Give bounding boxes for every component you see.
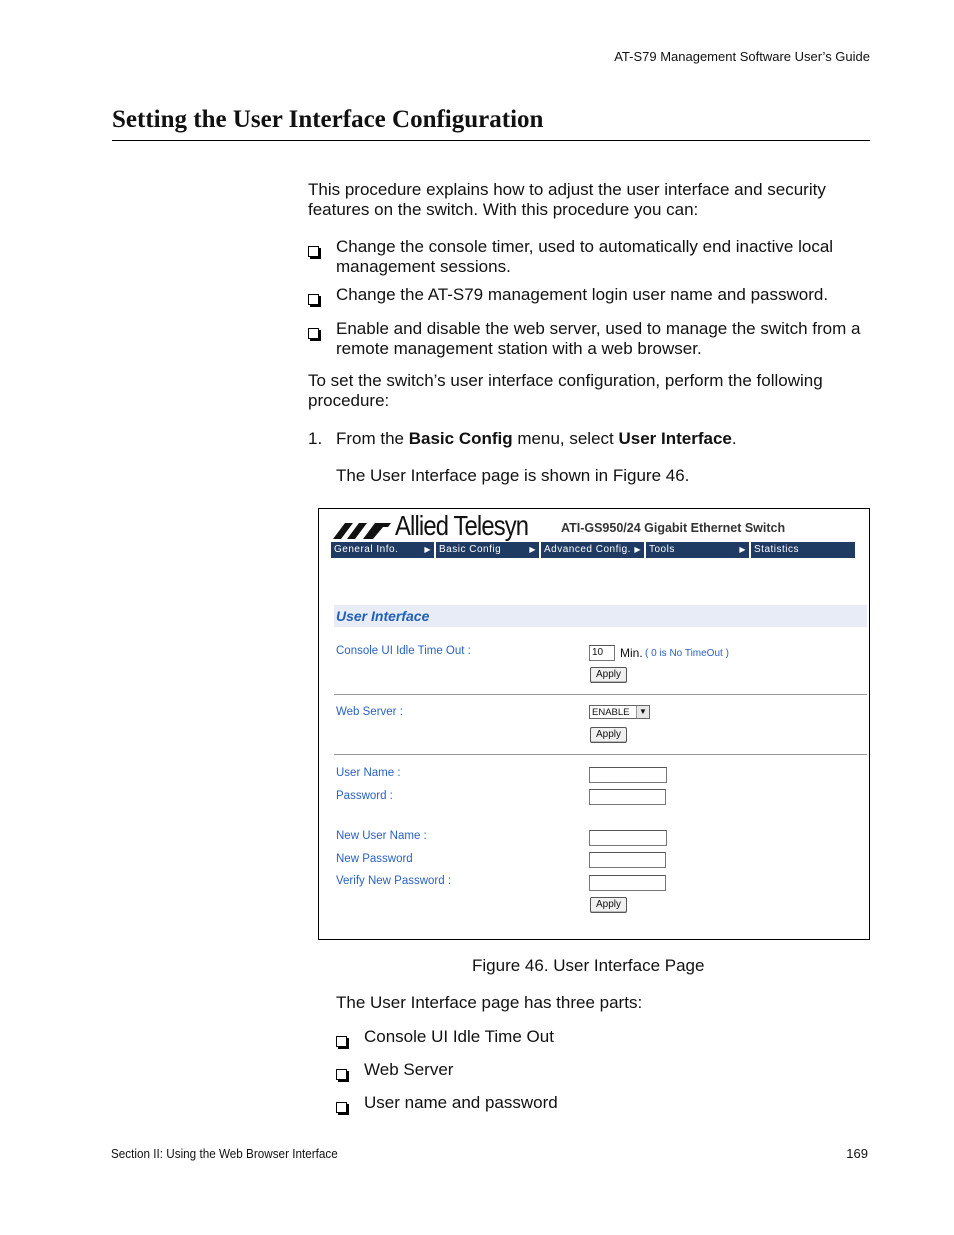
step-text: From the [336, 429, 409, 448]
list-item-text: Change the console timer, used to automatically end inactive local management sessions. [336, 237, 834, 276]
step-text: . [731, 429, 737, 448]
feature-list [308, 237, 870, 359]
figure-caption: Figure 46. User Interface Page [472, 956, 705, 975]
footer-section: Section II: Using the Web Browser Interface [111, 1146, 338, 1161]
step-1-note: The User Interface page is shown in Figure 46. [336, 466, 690, 485]
nav-statistics[interactable] [751, 542, 855, 558]
running-header: AT-S79 Management Software User’s Guide [614, 49, 870, 64]
nav-general-info[interactable] [331, 542, 434, 558]
apply-web-server-button[interactable]: Apply [590, 727, 627, 743]
min-label: Min. [620, 646, 643, 660]
apply-timeout-button[interactable]: Apply [590, 667, 627, 683]
list-item [308, 285, 870, 310]
figure-screenshot [318, 508, 870, 940]
checkbox-bullet-icon [308, 246, 319, 257]
web-server-select[interactable] [589, 705, 650, 719]
step-number: 1. [308, 429, 323, 448]
divider [334, 754, 867, 755]
list-item [336, 1060, 736, 1085]
checkbox-bullet-icon [308, 294, 319, 305]
page-number: 169 [846, 1146, 868, 1161]
select-value: ENABLE [592, 707, 630, 718]
password-label: Password : [336, 790, 393, 802]
list-item-text: Enable and disable the web server, used to manage the switch from a remote management station with a web browser. [336, 319, 861, 358]
verify-password-label: Verify New Password : [336, 875, 452, 887]
list-item [308, 319, 870, 359]
user-name-input[interactable] [589, 767, 667, 783]
new-user-name-label: New User Name : [336, 830, 427, 842]
arrow-right-icon: ▶ [739, 545, 746, 554]
nav-basic-config[interactable] [436, 542, 539, 558]
product-name: ATI-GS950/24 Gigabit Ethernet Switch [561, 521, 786, 535]
arrow-right-icon: ▶ [529, 545, 536, 554]
logo-mark-icon [333, 519, 391, 541]
section-title: Setting the User Interface Configuration [112, 106, 544, 133]
new-password-label: New Password [336, 853, 413, 865]
nav-advanced-config[interactable] [541, 542, 644, 558]
user-name-label: User Name : [336, 767, 401, 779]
chevron-down-icon: ▼ [636, 706, 649, 718]
checkbox-bullet-icon [336, 1102, 347, 1113]
allied-telesyn-logo [333, 511, 552, 541]
nav-bar [331, 542, 855, 558]
title-rule [112, 140, 870, 141]
nav-label: Statistics [754, 544, 800, 555]
checkbox-bullet-icon [308, 328, 319, 339]
list-item-text: Console UI Idle Time Out [364, 1027, 554, 1046]
arrow-right-icon: ▶ [634, 545, 641, 554]
menu-item-name: User Interface [618, 429, 732, 448]
verify-password-input[interactable] [589, 875, 666, 891]
list-item [308, 237, 870, 277]
menu-name: Basic Config [408, 429, 513, 448]
apply-credentials-button[interactable]: Apply [590, 897, 627, 913]
timeout-hint: ( 0 is No TimeOut ) [645, 648, 729, 659]
new-user-name-input[interactable] [589, 830, 667, 846]
parts-list [336, 1027, 736, 1118]
list-item-text: User name and password [364, 1093, 558, 1112]
parts-intro: The User Interface page has three parts: [336, 993, 643, 1012]
console-timeout-label: Console UI Idle Time Out : [336, 645, 471, 657]
new-password-input[interactable] [589, 852, 666, 868]
step-1 [308, 429, 868, 449]
timeout-input[interactable]: 10 [589, 645, 615, 661]
step-text: menu, select [512, 429, 619, 448]
arrow-right-icon: ▶ [424, 545, 431, 554]
nav-label: Advanced Config. [544, 544, 631, 555]
nav-label: Tools [649, 544, 675, 555]
list-item-text: Web Server [364, 1060, 454, 1079]
list-item-text: Change the AT-S79 management login user name and password. [336, 285, 829, 304]
logo-wordmark: Allied Telesyn [395, 510, 529, 541]
intro-paragraph: This procedure explains how to adjust the user interface and security features on the switch. With this procedure you can: [308, 180, 826, 219]
page-title: User Interface [336, 608, 430, 624]
divider [334, 694, 867, 695]
password-input[interactable] [589, 789, 666, 805]
nav-label: General Info. [334, 544, 399, 555]
nav-label: Basic Config [439, 544, 502, 555]
list-item [336, 1093, 736, 1118]
nav-tools[interactable] [646, 542, 749, 558]
web-server-label: Web Server : [336, 706, 403, 718]
checkbox-bullet-icon [336, 1036, 347, 1047]
list-item [336, 1027, 736, 1052]
checkbox-bullet-icon [336, 1069, 347, 1080]
procedure-intro: To set the switch’s user interface configuration, perform the following procedure: [308, 371, 823, 410]
